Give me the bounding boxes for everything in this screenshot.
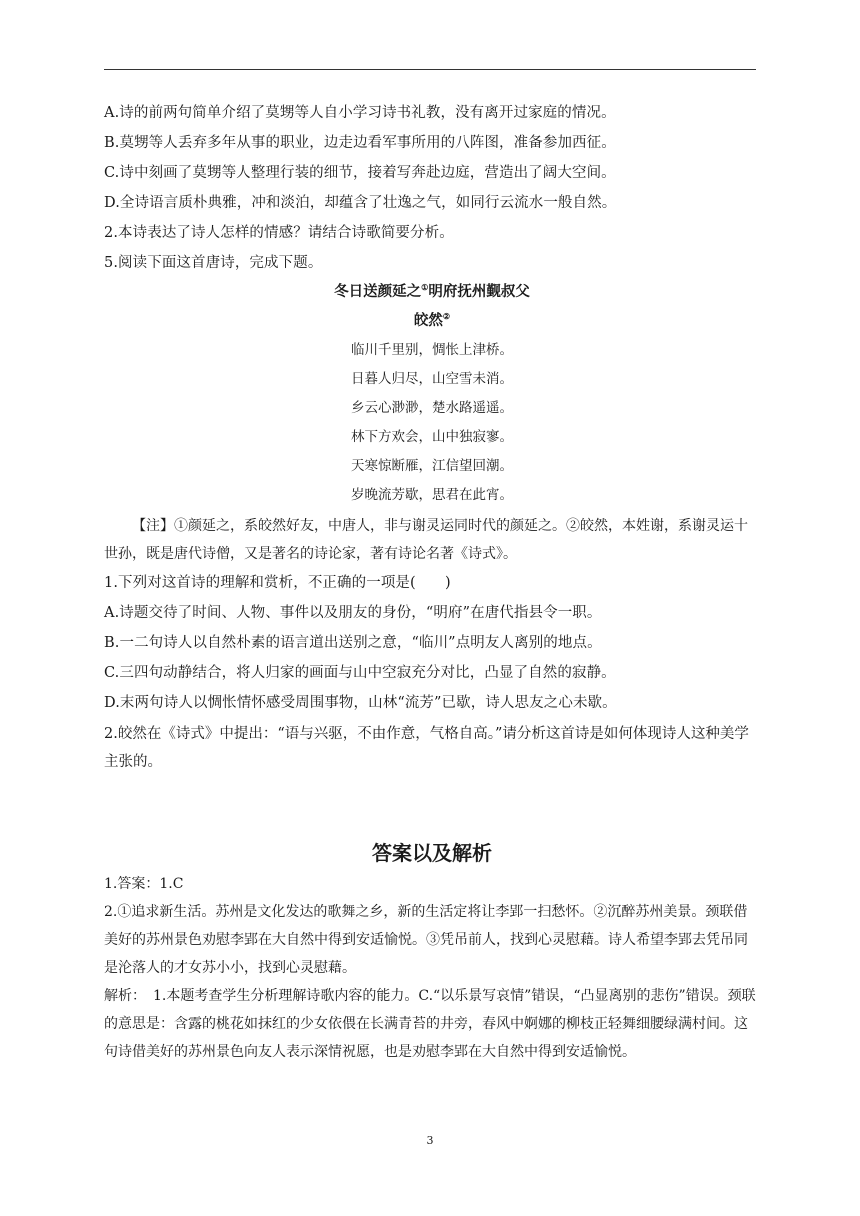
q4-question-2: 2.本诗表达了诗人怎样的情感？请结合诗歌简要分析。 <box>104 225 454 241</box>
poem-line: 岁晚流芳歇，思君在此宵。 <box>351 487 513 503</box>
poem-title-footnote-mark: ① <box>421 282 429 293</box>
q5-intro: 5.阅读下面这首唐诗，完成下题。 <box>104 255 323 271</box>
poem-author-footnote-mark: ② <box>442 311 451 322</box>
poem-author <box>104 306 760 336</box>
answer-analysis: 解析： 1.本题考查学生分析理解诗歌内容的能力。C.“以乐景写哀情”错误，“凸显离别的悲伤”错误。颈联的意思是：含露的桃花如抹红的少女依偎在长满青苔的井旁，春风中婀娜的柳枝正轻舞细腰绿满村间。这句诗借美好的苏州景色向友人表示深情祝愿，也是劝慰李郢在大自然中得到安适愉悦。 <box>104 988 756 1060</box>
poem-title-part-2: 明府抚州觐叔父 <box>428 283 530 300</box>
q5-option-a: A.诗题交待了时间、人物、事件以及朋友的身份，“明府”在唐代指县令一职。 <box>104 605 602 621</box>
header-rule <box>104 69 756 70</box>
poem-line: 天寒惊断雁，江信望回潮。 <box>351 458 513 474</box>
answer-2: 2.①追求新生活。苏州是文化发达的歌舞之乡，新的生活定将让李郢一扫愁怀。②沉醉苏州美景。颈联借美好的苏州景色劝慰李郢在大自然中得到安适愉悦。③凭吊前人，找到心灵慰藉。诗人希望李郢去凭吊同是沦落人的才女苏小小，找到心灵慰藉。 <box>104 904 748 976</box>
q4-option-a: A.诗的前两句简单介绍了莫甥等人自小学习诗书礼教，没有离开过家庭的情况。 <box>104 105 616 121</box>
q4-option-c: C.诗中刻画了莫甥等人整理行装的细节，接着写奔赴边庭，营造出了阔大空间。 <box>104 165 616 181</box>
poem-title <box>104 278 760 306</box>
q5-question-2: 2.皎然在《诗式》中提出：“语与兴驱，不由作意，气格自高。”请分析这首诗是如何体现诗人这种美学主张的。 <box>104 726 749 770</box>
q4-option-b: B.莫甥等人丢弃多年从事的职业，边走边看军事所用的八阵图，准备参加西征。 <box>104 135 616 151</box>
page-content <box>104 98 760 1066</box>
q5-option-b: B.一二句诗人以自然朴素的语言道出送别之意，“临川”点明友人离别的地点。 <box>104 635 602 651</box>
poem-note: 【注】①颜延之，系皎然好友，中唐人，非与谢灵运同时代的颜延之。②皎然，本姓谢，系谢灵运十世孙，既是唐代诗僧，又是著名的诗论家，著有诗论名著《诗式》。 <box>104 518 748 562</box>
q4-option-d: D.全诗语言质朴典雅，冲和淡泊，却蕴含了壮逸之气，如同行云流水一般自然。 <box>104 195 617 211</box>
poem-line: 乡云心渺渺，楚水路遥遥。 <box>351 400 513 416</box>
answer-1: 1.答案：1.C <box>104 876 184 892</box>
poem-author-name: 皎然 <box>413 312 443 329</box>
poem-line: 临川千里别，惆怅上津桥。 <box>351 342 513 358</box>
q5-option-c: C.三四句动静结合，将人归家的画面与山中空寂充分对比，凸显了自然的寂静。 <box>104 665 616 681</box>
q5-option-d: D.末两句诗人以惆怅情怀感受周围事物，山林“流芳”已歇，诗人思友之心未歇。 <box>104 695 617 711</box>
answers-title: 答案以及解析 <box>372 841 492 865</box>
poem-line: 林下方欢会，山中独寂寥。 <box>351 429 513 445</box>
poem-title-part-1: 冬日送颜延之 <box>334 283 422 300</box>
q5-question-1: 1.下列对这首诗的理解和赏析，不正确的一项是( ) <box>104 575 451 591</box>
poem-line: 日暮人归尽，山空雪未消。 <box>351 371 513 387</box>
page-number: 3 <box>426 1134 434 1147</box>
